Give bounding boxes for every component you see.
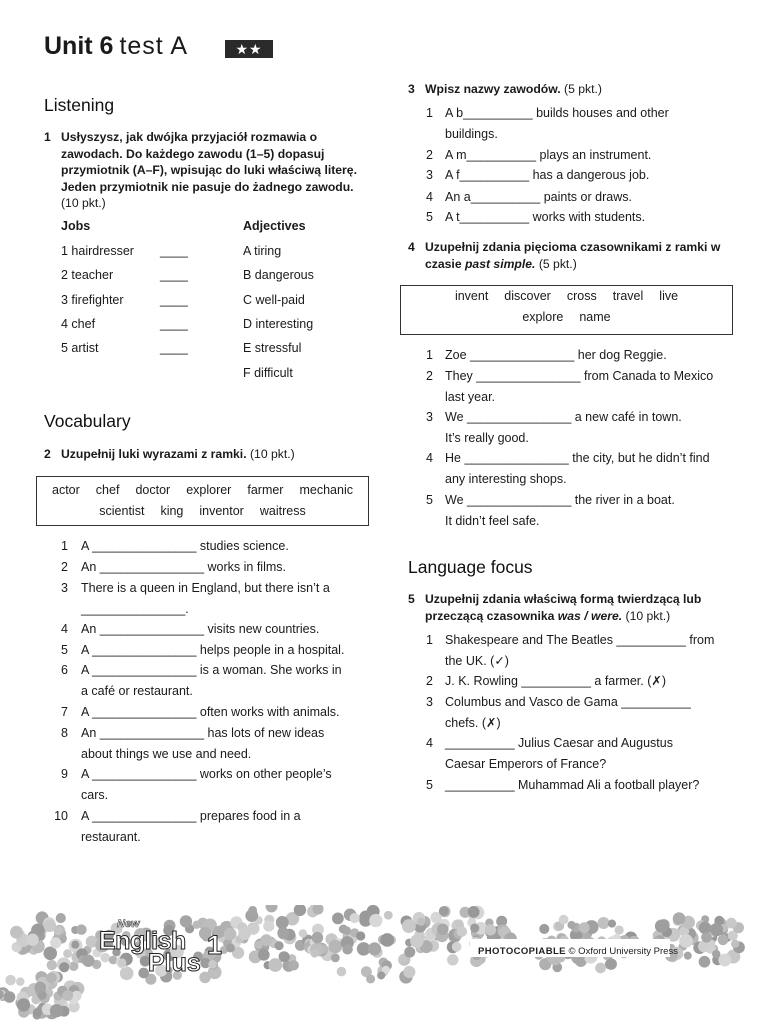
word-box-row xyxy=(401,286,732,307)
item-text: Columbus and Vasco de Gama __________ xyxy=(445,695,691,709)
photocopiable-notice xyxy=(478,946,678,957)
points-label: (5 pkt.) xyxy=(538,256,577,271)
item-text: Caesar Emperors of France? xyxy=(445,757,607,771)
item-number: 1 xyxy=(426,633,433,647)
word-box-word: inventor xyxy=(199,504,244,518)
listening-heading: Listening xyxy=(44,95,115,115)
word-box-word: king xyxy=(160,504,184,518)
word-box-jobs xyxy=(36,476,369,526)
item-number: 1 xyxy=(426,348,433,362)
points-label: (10 pkt.) xyxy=(625,608,671,623)
job-item: 3 firefighter xyxy=(61,293,124,307)
item-number: 9 xyxy=(61,767,68,781)
instruction-text: Usłyszysz, jak dwójka przyjaciół rozmawia o zawodach. Do każdego zawodu (1–5) dopasuj przymiotnik (A–F), wpisując do luki właściwą literę. Jeden przymiotnik nie pasuje do żadnego zawodu. xyxy=(61,130,357,194)
adjective-item: A tiring xyxy=(243,244,282,258)
instruction-text: Uzupełnij luki wyrazami z ramki. xyxy=(61,447,247,461)
exercise-number: 3 xyxy=(408,82,415,96)
item-text: chefs. (✗) xyxy=(445,716,501,730)
item-text: We _______________ the river in a boat. xyxy=(445,493,675,507)
item-text: A m__________ plays an instrument. xyxy=(445,148,652,162)
item-number: 8 xyxy=(61,726,68,740)
item-number: 3 xyxy=(426,695,433,709)
item-text: A t__________ works with students. xyxy=(445,210,646,224)
word-box-word: name xyxy=(579,310,611,324)
exercise-5-instruction xyxy=(408,591,728,624)
exercise-1-instruction xyxy=(44,129,364,212)
word-box-word: explore xyxy=(522,310,564,324)
item-text: It’s really good. xyxy=(445,430,529,445)
item-text: A _______________ works on other people’s xyxy=(81,767,332,781)
answer-blank: ____ xyxy=(160,244,188,258)
item-number: 2 xyxy=(426,369,433,383)
decorative-pattern xyxy=(0,905,768,1024)
item-text: A _______________ often works with animals. xyxy=(81,705,340,719)
item-text: restaurant. xyxy=(81,829,141,844)
item-text: the UK. (✓) xyxy=(445,654,509,668)
jobs-header: Jobs xyxy=(61,219,91,233)
item-number: 1 xyxy=(426,106,433,120)
item-text: An _______________ works in films. xyxy=(81,560,286,574)
adjectives-header: Adjectives xyxy=(243,219,306,233)
exercise-number: 1 xyxy=(44,130,51,144)
word-box-word: scientist xyxy=(99,504,145,518)
exercise-2-instruction xyxy=(44,446,364,463)
item-number: 5 xyxy=(426,778,433,792)
item-text: __________ Julius Caesar and Augustus xyxy=(445,736,673,750)
word-box-word: mechanic xyxy=(299,483,353,497)
item-number: 3 xyxy=(426,168,433,182)
word-box-word: cross xyxy=(566,289,597,303)
item-number: 4 xyxy=(426,451,433,465)
word-box-word: explorer xyxy=(186,483,232,497)
item-text: We _______________ a new café in town. xyxy=(445,410,682,424)
answer-blank: ____ xyxy=(160,341,188,355)
logo-new-text: New xyxy=(117,918,140,930)
item-number: 2 xyxy=(426,148,433,162)
test-label: test A xyxy=(119,32,188,60)
item-text: He _______________ the city, but he didn’t find xyxy=(445,451,710,465)
item-text: last year. xyxy=(445,389,496,404)
item-text: a café or restaurant. xyxy=(81,683,193,698)
item-number: 1 xyxy=(61,539,68,553)
word-box-verbs xyxy=(400,285,733,335)
item-text: A _______________ helps people in a hospital. xyxy=(81,643,345,657)
item-text: A _______________ studies science. xyxy=(81,539,289,553)
job-item: 5 artist xyxy=(61,341,99,355)
footer-banner xyxy=(0,905,768,1024)
verb-forms: was / were. xyxy=(557,608,623,623)
item-number: 4 xyxy=(61,622,68,636)
logo-english-text: English xyxy=(99,927,186,955)
item-number: 2 xyxy=(61,560,68,574)
instruction-text: Uzupełnij zdania pięcioma czasownikami z ramki w czasie xyxy=(425,240,721,271)
exercise-number: 2 xyxy=(44,447,51,461)
item-text: any interesting shops. xyxy=(445,471,567,486)
word-box-word: invent xyxy=(454,289,489,303)
exercise-number: 4 xyxy=(408,240,415,254)
points-label: (5 pkt.) xyxy=(564,82,602,96)
answer-blank: ____ xyxy=(160,268,188,282)
difficulty-stars-badge: ★★ xyxy=(225,40,273,58)
item-text: J. K. Rowling __________ a farmer. (✗) xyxy=(445,674,667,688)
item-text: about things we use and need. xyxy=(81,746,252,761)
unit-label: Unit 6 xyxy=(44,32,114,60)
item-text: An _______________ visits new countries. xyxy=(81,622,320,636)
job-item: 4 chef xyxy=(61,317,96,331)
item-text: __________ Muhammad Ali a football player? xyxy=(445,778,700,792)
adjective-item: E stressful xyxy=(243,341,302,355)
word-box-word: actor xyxy=(52,483,80,497)
item-text: Shakespeare and The Beatles __________ from xyxy=(445,633,715,647)
word-box-word: doctor xyxy=(135,483,171,497)
points-label: (10 pkt.) xyxy=(61,196,106,210)
instruction-text: Uzupełnij zdania właściwą formą twierdzącą lub przeczącą czasownika xyxy=(425,592,702,623)
item-number: 5 xyxy=(61,643,68,657)
points-label: (10 pkt.) xyxy=(249,447,295,461)
exercise-3-instruction xyxy=(408,81,728,98)
exercise-number: 5 xyxy=(408,592,415,606)
item-number: 2 xyxy=(426,674,433,688)
answer-blank: ____ xyxy=(160,293,188,307)
item-text: Zoe _______________ her dog Reggie. xyxy=(445,348,667,362)
item-text: There is a queen in England, but there isn’t a xyxy=(81,581,330,595)
adjective-item: B dangerous xyxy=(243,268,314,282)
adjective-item: C well-paid xyxy=(243,293,305,307)
job-item: 2 teacher xyxy=(61,268,114,282)
adjective-item: D interesting xyxy=(243,317,314,331)
item-number: 3 xyxy=(61,581,68,595)
item-text: A _______________ prepares food in a xyxy=(81,809,301,823)
adjective-item: F difficult xyxy=(243,366,293,380)
item-text: An a__________ paints or draws. xyxy=(445,190,632,204)
item-number: 4 xyxy=(426,736,433,750)
word-box-row xyxy=(37,480,368,501)
page-title xyxy=(44,32,188,61)
item-text: It didn’t feel safe. xyxy=(445,513,540,528)
item-number: 3 xyxy=(426,410,433,424)
word-box-word: waitress xyxy=(259,504,306,518)
exercise-4-instruction xyxy=(408,239,728,272)
item-text: A b__________ builds houses and other xyxy=(445,106,669,120)
word-box-row xyxy=(401,307,732,328)
logo-plus-text: Plus xyxy=(148,949,201,977)
item-number: 5 xyxy=(426,493,433,507)
item-number: 4 xyxy=(426,190,433,204)
job-item: 1 hairdresser xyxy=(61,244,134,258)
word-box-word: chef xyxy=(95,483,120,497)
answer-blank: ____ xyxy=(160,317,188,331)
item-text: An _______________ has lots of new ideas xyxy=(81,726,325,740)
item-text: cars. xyxy=(81,787,109,802)
publisher-credit: © Oxford University Press xyxy=(568,946,678,957)
item-text: They _______________ from Canada to Mexico xyxy=(445,369,714,383)
item-number: 5 xyxy=(426,210,433,224)
word-box-word: farmer xyxy=(247,483,284,497)
item-number: 10 xyxy=(54,809,68,823)
photocopiable-label: PHOTOCOPIABLE xyxy=(478,946,566,957)
word-box-row xyxy=(37,501,368,522)
item-number: 7 xyxy=(61,705,68,719)
item-text: _______________. xyxy=(81,601,189,616)
item-text: buildings. xyxy=(445,126,498,141)
item-text: A f__________ has a dangerous job. xyxy=(445,168,650,182)
item-number: 6 xyxy=(61,663,68,677)
logo-level-number: 1 xyxy=(207,930,223,960)
instruction-text: Wpisz nazwy zawodów. xyxy=(425,82,561,96)
word-box-word: discover xyxy=(504,289,551,303)
word-box-word: travel xyxy=(612,289,644,303)
vocabulary-heading: Vocabulary xyxy=(44,411,131,431)
item-text: A _______________ is a woman. She works in xyxy=(81,663,342,677)
tense-name: past simple. xyxy=(464,256,536,271)
language-focus-heading: Language focus xyxy=(408,557,533,577)
word-box-word: live xyxy=(659,289,679,303)
